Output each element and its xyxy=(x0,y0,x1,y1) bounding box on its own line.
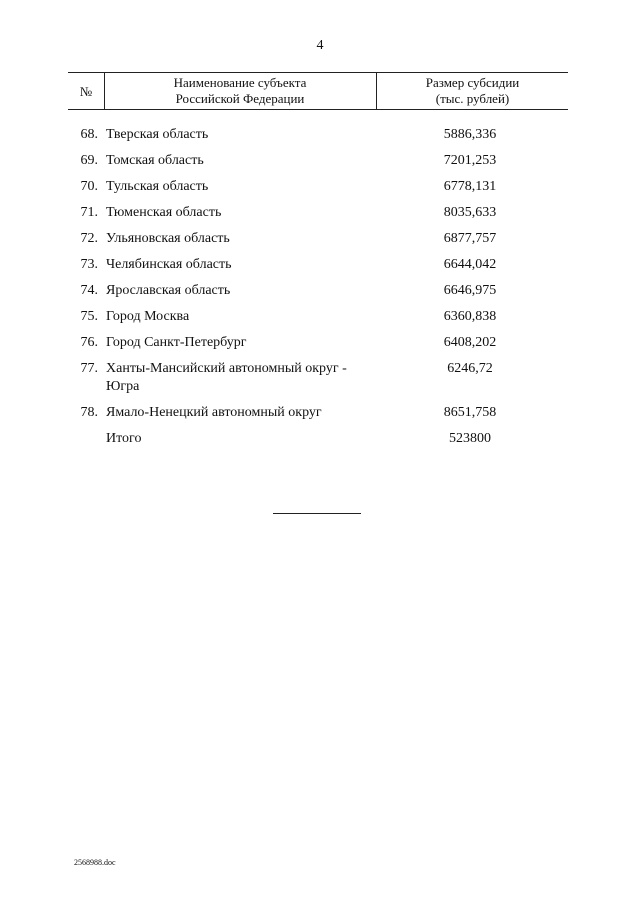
row-name: Ярославская область xyxy=(106,283,231,298)
header-size-line2: (тыс. рублей) xyxy=(435,91,510,106)
table-row xyxy=(0,204,640,230)
row-name: Ямало-Ненецкий автономный округ xyxy=(106,405,322,420)
row-number: 74. xyxy=(80,283,98,298)
table-row xyxy=(0,308,640,334)
row-value: 6644,042 xyxy=(443,257,497,272)
row-number: 73. xyxy=(80,257,98,272)
row-name: Город Санкт-Петербург xyxy=(106,335,247,350)
table-body xyxy=(0,126,640,456)
table-row xyxy=(0,126,640,152)
row-name: Челябинская область xyxy=(106,257,232,272)
row-number: 70. xyxy=(80,179,98,194)
row-value: 6246,72 xyxy=(447,361,493,376)
row-name: Ханты-Мансийский автономный округ - Югра xyxy=(106,361,347,394)
table-row xyxy=(0,282,640,308)
row-name: Город Москва xyxy=(106,309,190,324)
row-name: Тверская область xyxy=(106,127,209,142)
row-value: 6408,202 xyxy=(443,335,497,350)
row-number: 69. xyxy=(80,153,98,168)
page-number: 4 xyxy=(316,38,324,53)
header-name xyxy=(105,75,375,107)
row-number: 68. xyxy=(80,127,98,142)
row-name: Ульяновская область xyxy=(106,231,230,246)
row-value: 6646,975 xyxy=(443,283,497,298)
row-number: 72. xyxy=(80,231,98,246)
row-name: Тульская область xyxy=(106,179,209,194)
row-value: 5886,336 xyxy=(443,127,497,142)
header-name-line2: Российской Федерации xyxy=(175,91,305,106)
header-size xyxy=(377,75,568,107)
table-row xyxy=(0,178,640,204)
table-row xyxy=(0,256,640,282)
header-name-line1: Наименование субъекта xyxy=(173,75,307,90)
table-row xyxy=(0,152,640,178)
row-number: 77. xyxy=(80,361,98,376)
row-value: 6778,131 xyxy=(443,179,497,194)
total-row xyxy=(0,430,640,456)
row-value: 6877,757 xyxy=(443,231,497,246)
row-number: 75. xyxy=(80,309,98,324)
table-header xyxy=(68,72,568,110)
document-id: 2568988.doc xyxy=(74,858,116,867)
row-number: 71. xyxy=(80,205,98,220)
row-number: 78. xyxy=(80,405,98,420)
table-row xyxy=(0,230,640,256)
total-value: 523800 xyxy=(449,431,491,446)
row-name: Томская область xyxy=(106,153,204,168)
total-label: Итого xyxy=(106,431,142,446)
table-row xyxy=(0,360,640,404)
end-separator xyxy=(273,513,361,514)
header-number: № xyxy=(79,84,93,99)
row-value: 8651,758 xyxy=(443,405,497,420)
table-row xyxy=(0,404,640,430)
row-value: 8035,633 xyxy=(443,205,497,220)
table-row xyxy=(0,334,640,360)
row-number: 76. xyxy=(80,335,98,350)
row-value: 6360,838 xyxy=(443,309,497,324)
row-value: 7201,253 xyxy=(443,153,497,168)
row-name: Тюменская область xyxy=(106,205,222,220)
header-size-line1: Размер субсидии xyxy=(425,75,520,90)
